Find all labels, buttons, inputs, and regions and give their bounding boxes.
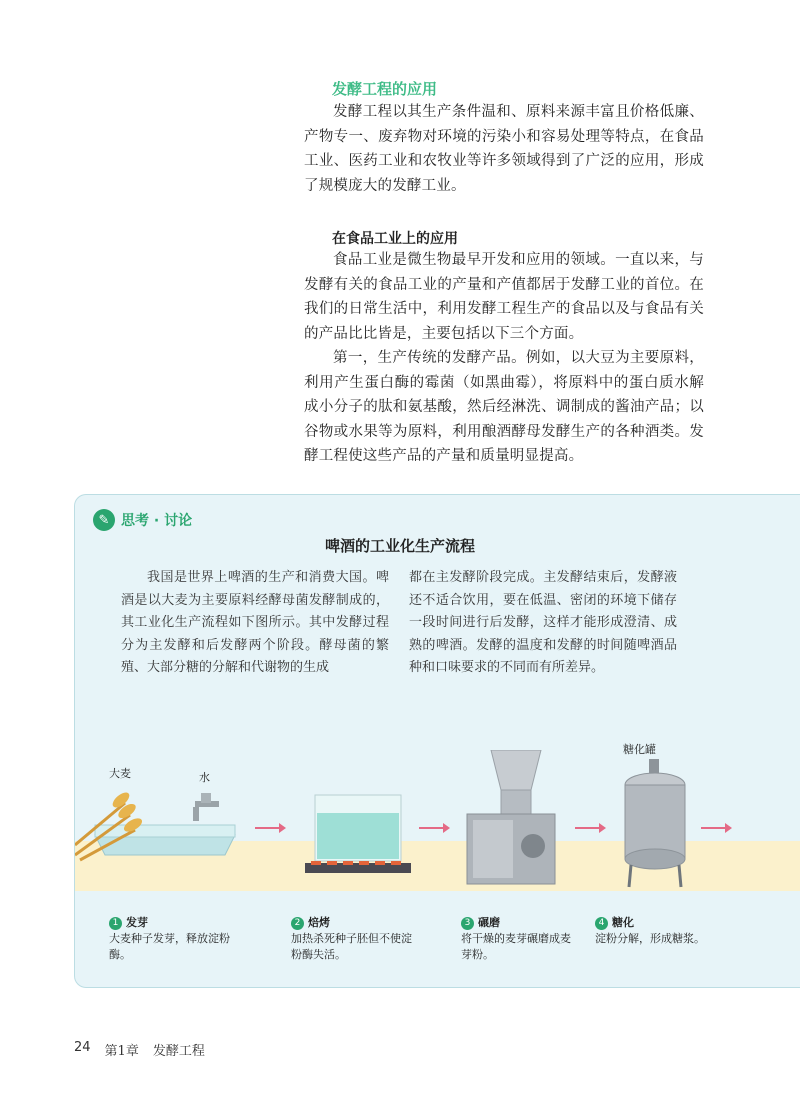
step-germination (109, 915, 249, 963)
flow-arrow (255, 827, 281, 829)
step-number: 4 (595, 917, 608, 930)
discussion-column-2: 都在主发酵阶段完成。主发酵结束后，发酵液还不适合饮用，要在低温、密闭的环境下储存一段时间进行后发酵，这样才能形成澄清、成熟的啤酒。发酵的温度和发酵的时间随啤酒品种和口味要求的不同而有所差异。 (409, 570, 677, 675)
step-name: 糖化 (612, 916, 634, 929)
roasting-illustration (303, 785, 413, 885)
step-name: 发芽 (126, 916, 148, 929)
step-saccharification (595, 915, 755, 947)
chapter-number: 第1章 (104, 1044, 139, 1059)
water-label: 水 (199, 771, 210, 784)
page-footer (74, 1040, 205, 1059)
step-desc: 淀粉分解，形成糖浆。 (595, 932, 705, 945)
step-name: 碾磨 (478, 916, 500, 929)
step-desc: 将干燥的麦芽碾磨成麦芽粉。 (461, 932, 571, 961)
discussion-column-1: 我国是世界上啤酒的生产和消费大国。啤酒是以大麦为主要原料经酵母菌发酵制成的，其工业化生产流程如下图所示。其中发酵过程分为主发酵和后发酵两个阶段。酵母菌的繁殖、大部分糖的分解和代谢物的生成 (121, 570, 389, 675)
flow-arrow (701, 827, 727, 829)
food-paragraph-2: 第一，生产传统的发酵产品。例如，以大豆为主要原料，利用产生蛋白酶的霉菌（如黑曲霉），将原料中的蛋白质水解成小分子的肽和氨基酸，然后经淋洗、调制成的酱油产品；以谷物或水果等为原料，利用酿酒酵母发酵生产的各种酒类。发酵工程使这些产品的产量和质量明显提高。 (304, 350, 704, 464)
page-number: 24 (74, 1040, 91, 1055)
barley-label: 大麦 (109, 767, 131, 780)
step-number: 2 (291, 917, 304, 930)
germination-illustration (75, 785, 255, 875)
step-number: 3 (461, 917, 474, 930)
lightbulb-icon: ✎ (93, 509, 115, 531)
grinding-illustration (461, 750, 561, 890)
step-number: 1 (109, 917, 122, 930)
discussion-tag-label: 思考 · 讨论 (121, 513, 193, 529)
flow-arrow (419, 827, 445, 829)
tank-label: 糖化罐 (623, 743, 656, 756)
discussion-box (74, 494, 800, 988)
step-roasting (291, 915, 421, 963)
intro-paragraph: 发酵工程以其生产条件温和、原料来源丰富且价格低廉、产物专一、废弃物对环境的污染小和容易处理等特点，在食品工业、医药工业和农牧业等许多领域得到了广泛的应用，形成了规模庞大的发酵工业。 (304, 104, 704, 194)
chapter-title: 发酵工程 (152, 1044, 205, 1059)
food-paragraph-1: 食品工业是微生物最早开发和应用的领域。一直以来，与发酵有关的食品工业的产量和产值都居于发酵工业的首位。在我们的日常生活中，利用发酵工程生产的食品以及与食品有关的产品比比皆是，主要包括以下三个方面。 (304, 252, 704, 342)
step-desc: 大麦种子发芽，释放淀粉酶。 (109, 932, 230, 961)
discussion-tag (93, 509, 192, 531)
step-name: 焙烤 (308, 916, 330, 929)
flow-arrow (575, 827, 601, 829)
section-title: 发酵工程的应用 (332, 80, 438, 98)
saccharification-illustration (615, 757, 695, 897)
subsection-title: 在食品工业上的应用 (332, 231, 458, 247)
step-grinding (461, 915, 581, 963)
discussion-title: 啤酒的工业化生产流程 (324, 537, 475, 555)
step-desc: 加热杀死种子胚但不使淀粉酶失活。 (291, 932, 412, 961)
